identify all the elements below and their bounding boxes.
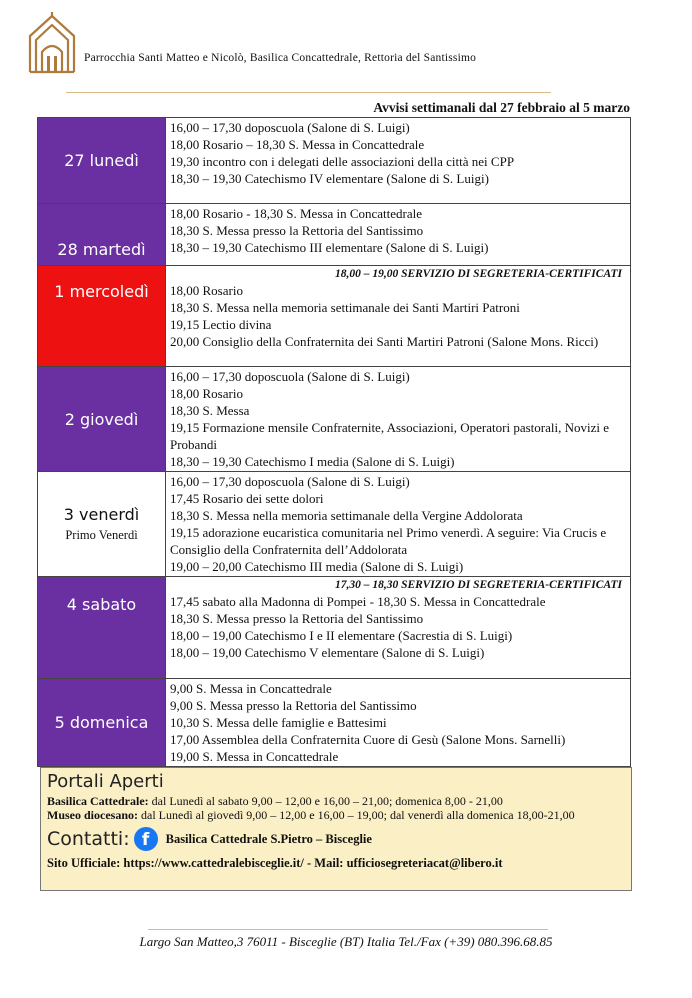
- events-cell: [166, 679, 631, 767]
- event-line: 19,00 – 20,00 Catechismo III media (Salone di S. Luigi): [170, 559, 464, 574]
- footer-divider: [148, 929, 548, 930]
- header-divider: [66, 92, 551, 93]
- basilica-hours: [47, 794, 625, 808]
- events-cell: [166, 367, 631, 472]
- event-line: 18,00 Rosario - 18,30 S. Messa in Concattedrale: [170, 206, 423, 221]
- event-line: 18,30 S. Messa: [170, 403, 250, 418]
- events-cell: [166, 118, 631, 204]
- event-line: 18,00 – 19,00 Catechismo V elementare (Salone di S. Luigi): [170, 645, 485, 660]
- facebook-icon[interactable]: f: [134, 827, 158, 851]
- day-row: [38, 266, 631, 367]
- event-line: 18,00 Rosario: [170, 283, 243, 298]
- day-label-cell: [38, 204, 166, 266]
- event-line: 18,00 – 19,00 Catechismo I e II elementare (Sacrestia di S. Luigi): [170, 628, 513, 643]
- event-line: 19,15 Formazione mensile Confraternite, Associazioni, Operatori pastorali, Novizi e Probandi: [170, 420, 609, 452]
- event-line: 16,00 – 17,30 doposcuola (Salone di S. Luigi): [170, 120, 410, 135]
- day-label: 27 lunedì: [64, 151, 139, 170]
- museo-text: dal Lunedì al giovedì 9,00 – 12,00 e 16,00 – 19,00; dal venerdì alla domenica 18,00-21,00: [138, 808, 575, 822]
- day-label: 2 giovedì: [64, 409, 139, 429]
- parish-name: Parrocchia Santi Matteo e Nicolò, Basilica Concattedrale, Rettoria del Santissimo: [84, 52, 477, 64]
- events-cell: [166, 472, 631, 577]
- museo-label: Museo diocesano:: [47, 808, 138, 822]
- event-line: 9,00 S. Messa in Concattedrale: [170, 681, 332, 696]
- event-line: 20,00 Consiglio della Confraternita dei Santi Martiri Patroni (Salone Mons. Ricci): [170, 334, 599, 349]
- museo-hours: [47, 808, 625, 822]
- event-line: 16,00 – 17,30 doposcuola (Salone di S. Luigi): [170, 474, 410, 489]
- event-line: 17,45 Rosario dei sette dolori: [170, 491, 324, 506]
- event-line: 17,00 Assemblea della Confraternita Cuore di Gesù (Salone Mons. Sarnelli): [170, 732, 566, 747]
- event-line: 18,30 – 19,30 Catechismo III elementare (Salone di S. Luigi): [170, 240, 489, 255]
- service-note: 17,30 – 18,30 SERVIZIO DI SEGRETERIA-CERTIFICATI: [334, 579, 622, 591]
- day-row: [38, 577, 631, 679]
- event-line: 10,30 S. Messa delle famiglie e Battesimi: [170, 715, 387, 730]
- events-cell: [166, 204, 631, 266]
- event-line: 18,30 – 19,30 Catechismo I media (Salone di S. Luigi): [170, 454, 455, 469]
- event-line: 18,30 S. Messa presso la Rettoria del Santissimo: [170, 611, 424, 626]
- contatti-row: [47, 826, 625, 852]
- event-line: 9,00 S. Messa presso la Rettoria del Santissimo: [170, 698, 417, 713]
- event-line: 18,00 Rosario: [170, 386, 243, 401]
- service-note: 18,00 – 19,00 SERVIZIO DI SEGRETERIA-CERTIFICATI: [334, 268, 622, 280]
- weekly-schedule-table: [37, 117, 631, 767]
- event-line: 18,30 S. Messa nella memoria settimanale dei Santi Martiri Patroni: [170, 300, 520, 315]
- event-line: 18,00 Rosario – 18,30 S. Messa in Concattedrale: [170, 137, 425, 152]
- day-row: [38, 472, 631, 577]
- basilica-label: Basilica Cattedrale:: [47, 794, 149, 808]
- day-row: [38, 367, 631, 472]
- day-label: 4 sabato: [66, 595, 137, 614]
- day-label: 3 venerdì: [63, 505, 140, 524]
- events-cell: [166, 266, 631, 367]
- footer-address: Largo San Matteo,3 76011 - Bisceglie (BT) Italia Tel./Fax (+39) 080.396.68.85: [139, 934, 553, 949]
- contatti-title: Contatti:: [47, 828, 130, 850]
- day-label-cell: [38, 367, 166, 472]
- website-mail-line[interactable]: Sito Ufficiale: https://www.cattedralebisceglie.it/ - Mail: ufficiosegreteriacat@libero.it: [47, 856, 503, 870]
- day-row: [38, 679, 631, 767]
- event-line: 19,00 S. Messa in Concattedrale: [170, 749, 339, 764]
- event-line: 18,30 S. Messa nella memoria settimanale della Vergine Addolorata: [170, 508, 523, 523]
- event-line: 16,00 – 17,30 doposcuola (Salone di S. Luigi): [170, 369, 410, 384]
- day-label: 5 domenica: [54, 713, 149, 732]
- day-label-cell: [38, 577, 166, 679]
- portali-title: Portali Aperti: [47, 771, 164, 792]
- event-line: 18,30 – 19,30 Catechismo IV elementare (Salone di S. Luigi): [170, 171, 489, 186]
- day-label-cell: [38, 472, 166, 577]
- day-sublabel: Primo Venerdì: [65, 528, 138, 542]
- day-label-cell: [38, 679, 166, 767]
- avvisi-title: Avvisi settimanali dal 27 febbraio al 5 marzo: [373, 100, 630, 115]
- events-cell: [166, 577, 631, 679]
- event-line: 17,45 sabato alla Madonna di Pompei - 18,30 S. Messa in Concattedrale: [170, 594, 546, 609]
- day-row: [38, 118, 631, 204]
- day-label: 28 martedì: [57, 240, 146, 259]
- day-label-cell: [38, 118, 166, 204]
- event-line: 18,30 S. Messa presso la Rettoria del Santissimo: [170, 223, 424, 238]
- facebook-page-link[interactable]: Basilica Cattedrale S.Pietro – Bisceglie: [165, 831, 372, 846]
- event-line: 19,15 adorazione eucaristica comunitaria nel Primo venerdì. A seguire: Via Crucis e Consiglio della Confraternita dell’Addolorata: [170, 525, 607, 557]
- event-line: 19,15 Lectio divina: [170, 317, 272, 332]
- day-label-cell: [38, 266, 166, 367]
- portali-aperti-panel: [40, 767, 632, 891]
- event-line: 19,30 incontro con i delegati delle associazioni della città nei CPP: [170, 154, 515, 169]
- page-header: [26, 12, 666, 82]
- day-label: 1 mercoledì: [54, 282, 149, 301]
- church-logo-icon: [26, 12, 78, 74]
- day-row: [38, 204, 631, 266]
- basilica-text: dal Lunedì al sabato 9,00 – 12,00 e 16,00 – 21,00; domenica 8,00 - 21,00: [148, 794, 503, 808]
